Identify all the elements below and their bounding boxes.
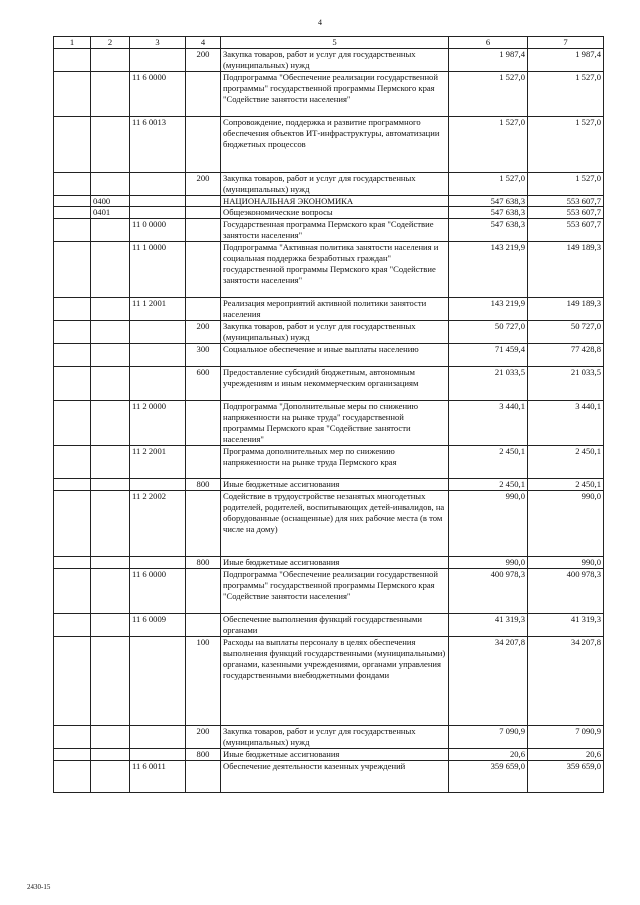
cell-expense-type: [186, 400, 221, 445]
cell-expense-type: 200: [186, 172, 221, 195]
cell-section-code: [91, 478, 130, 490]
cell-target-article: 11 6 0000: [130, 71, 186, 116]
cell-section-code: [91, 242, 130, 298]
table-body: [54, 48, 604, 792]
cell-col1: [54, 298, 91, 321]
cell-description: Подпрограмма "Дополнительные меры по снижению напряженности на рынке труда" государственной программы Пермского края "Содействие занятости населения": [221, 400, 449, 445]
cell-amount-col6: 400 978,3: [449, 568, 528, 613]
page-number: 4: [318, 18, 322, 27]
cell-section-code: [91, 400, 130, 445]
table-row: [54, 556, 604, 568]
cell-target-article: [130, 195, 186, 207]
table-row: [54, 366, 604, 400]
cell-target-article: 11 1 2001: [130, 298, 186, 321]
cell-amount-col7: 20,6: [528, 748, 604, 760]
table-row: [54, 242, 604, 298]
cell-description: Закупка товаров, работ и услуг для государственных (муниципальных) нужд: [221, 725, 449, 748]
cell-amount-col7: 34 207,8: [528, 636, 604, 725]
cell-expense-type: 800: [186, 748, 221, 760]
cell-col1: [54, 207, 91, 219]
table-row: [54, 613, 604, 636]
cell-target-article: [130, 636, 186, 725]
cell-section-code: [91, 725, 130, 748]
table-row: [54, 445, 604, 478]
cell-col1: [54, 195, 91, 207]
column-header-4: 4: [186, 37, 221, 49]
table-row: [54, 636, 604, 725]
cell-description: Закупка товаров, работ и услуг для государственных (муниципальных) нужд: [221, 172, 449, 195]
cell-amount-col6: 71 459,4: [449, 343, 528, 366]
cell-expense-type: [186, 445, 221, 478]
table-row: [54, 725, 604, 748]
cell-section-code: 0401: [91, 207, 130, 219]
cell-amount-col7: 21 033,5: [528, 366, 604, 400]
cell-col1: [54, 366, 91, 400]
cell-amount-col6: 7 090,9: [449, 725, 528, 748]
cell-expense-type: [186, 219, 221, 242]
cell-amount-col6: 34 207,8: [449, 636, 528, 725]
cell-amount-col7: 1 527,0: [528, 71, 604, 116]
cell-target-article: [130, 343, 186, 366]
cell-section-code: [91, 613, 130, 636]
cell-expense-type: 100: [186, 636, 221, 725]
cell-col1: [54, 636, 91, 725]
table-row: [54, 400, 604, 445]
cell-description: Программа дополнительных мер по снижению напряженности на рынке труда Пермского края: [221, 445, 449, 478]
cell-col1: [54, 71, 91, 116]
cell-expense-type: 800: [186, 556, 221, 568]
cell-target-article: [130, 321, 186, 344]
cell-section-code: [91, 748, 130, 760]
cell-col1: [54, 760, 91, 792]
cell-expense-type: [186, 116, 221, 172]
cell-description: Подпрограмма "Активная политика занятости населения и социальная поддержка безработных граждан" государственной программы Пермского края "Содействие занятости населения": [221, 242, 449, 298]
cell-target-article: [130, 172, 186, 195]
cell-col1: [54, 48, 91, 71]
cell-amount-col6: 547 638,3: [449, 195, 528, 207]
cell-section-code: [91, 71, 130, 116]
cell-amount-col7: 553 607,7: [528, 219, 604, 242]
cell-expense-type: [186, 490, 221, 556]
cell-target-article: [130, 725, 186, 748]
cell-description: Закупка товаров, работ и услуг для государственных (муниципальных) нужд: [221, 48, 449, 71]
cell-description: Иные бюджетные ассигнования: [221, 748, 449, 760]
cell-amount-col7: 7 090,9: [528, 725, 604, 748]
cell-description: Расходы на выплаты персоналу в целях обеспечения выполнения функций государственными (муниципальными) органами, казенными учреждениями, органами управления государственными внебюджетными фондами: [221, 636, 449, 725]
cell-expense-type: 800: [186, 478, 221, 490]
cell-section-code: [91, 172, 130, 195]
cell-description: Социальное обеспечение и иные выплаты населению: [221, 343, 449, 366]
cell-col1: [54, 748, 91, 760]
cell-col1: [54, 478, 91, 490]
cell-amount-col6: 21 033,5: [449, 366, 528, 400]
table-row: [54, 748, 604, 760]
cell-description: Подпрограмма "Обеспечение реализации государственной программы" государственной программы Пермского края "Содействие занятости населения": [221, 568, 449, 613]
cell-target-article: 11 2 0000: [130, 400, 186, 445]
cell-amount-col7: 77 428,8: [528, 343, 604, 366]
cell-amount-col6: 2 450,1: [449, 445, 528, 478]
cell-section-code: [91, 445, 130, 478]
cell-description: Предоставление субсидий бюджетным, автономным учреждениям и иным некоммерческим организациям: [221, 366, 449, 400]
cell-description: Иные бюджетные ассигнования: [221, 556, 449, 568]
cell-col1: [54, 725, 91, 748]
cell-col1: [54, 219, 91, 242]
cell-target-article: 11 0 0000: [130, 219, 186, 242]
cell-description: НАЦИОНАЛЬНАЯ ЭКОНОМИКА: [221, 195, 449, 207]
cell-col1: [54, 490, 91, 556]
cell-amount-col6: 359 659,0: [449, 760, 528, 792]
cell-target-article: 11 2 2002: [130, 490, 186, 556]
cell-expense-type: [186, 613, 221, 636]
cell-expense-type: 200: [186, 321, 221, 344]
table-row: [54, 195, 604, 207]
cell-expense-type: [186, 207, 221, 219]
cell-section-code: [91, 48, 130, 71]
cell-amount-col6: 3 440,1: [449, 400, 528, 445]
cell-description: Подпрограмма "Обеспечение реализации государственной программы" государственной программы Пермского края "Содействие занятости населения": [221, 71, 449, 116]
cell-section-code: [91, 219, 130, 242]
cell-amount-col6: 2 450,1: [449, 478, 528, 490]
cell-amount-col7: 553 607,7: [528, 207, 604, 219]
cell-expense-type: [186, 71, 221, 116]
cell-amount-col7: 400 978,3: [528, 568, 604, 613]
table-row: [54, 760, 604, 792]
cell-description: Сопровождение, поддержка и развитие программного обеспечения объектов ИТ-инфраструктуры, автоматизации бюджетных процессов: [221, 116, 449, 172]
cell-amount-col6: 143 219,9: [449, 242, 528, 298]
cell-amount-col7: 990,0: [528, 556, 604, 568]
cell-amount-col6: 50 727,0: [449, 321, 528, 344]
cell-section-code: [91, 760, 130, 792]
cell-target-article: [130, 366, 186, 400]
cell-expense-type: [186, 195, 221, 207]
table-row: [54, 48, 604, 71]
cell-section-code: [91, 298, 130, 321]
column-header-2: 2: [91, 37, 130, 49]
cell-section-code: [91, 321, 130, 344]
cell-description: Реализация мероприятий активной политики занятости населения: [221, 298, 449, 321]
cell-amount-col6: 1 527,0: [449, 116, 528, 172]
cell-target-article: [130, 748, 186, 760]
cell-expense-type: [186, 298, 221, 321]
cell-expense-type: 600: [186, 366, 221, 400]
cell-col1: [54, 556, 91, 568]
table-row: [54, 71, 604, 116]
cell-amount-col7: 149 189,3: [528, 242, 604, 298]
cell-amount-col7: 1 527,0: [528, 172, 604, 195]
cell-section-code: [91, 366, 130, 400]
cell-target-article: 11 1 0000: [130, 242, 186, 298]
cell-expense-type: 200: [186, 725, 221, 748]
table-row: [54, 568, 604, 613]
cell-target-article: [130, 556, 186, 568]
cell-amount-col6: 20,6: [449, 748, 528, 760]
cell-description: Государственная программа Пермского края "Содействие занятости населения": [221, 219, 449, 242]
cell-target-article: 11 6 0011: [130, 760, 186, 792]
cell-col1: [54, 568, 91, 613]
column-header-6: 6: [449, 37, 528, 49]
cell-amount-col6: 990,0: [449, 490, 528, 556]
cell-col1: [54, 445, 91, 478]
cell-section-code: [91, 116, 130, 172]
cell-expense-type: 300: [186, 343, 221, 366]
header-row: [54, 37, 604, 49]
cell-description: Закупка товаров, работ и услуг для государственных (муниципальных) нужд: [221, 321, 449, 344]
table-row: [54, 478, 604, 490]
cell-expense-type: [186, 242, 221, 298]
cell-amount-col7: 149 189,3: [528, 298, 604, 321]
table-row: [54, 172, 604, 195]
cell-amount-col6: 1 527,0: [449, 172, 528, 195]
cell-section-code: [91, 490, 130, 556]
table-row: [54, 490, 604, 556]
cell-amount-col7: 990,0: [528, 490, 604, 556]
cell-amount-col6: 990,0: [449, 556, 528, 568]
cell-amount-col7: 41 319,3: [528, 613, 604, 636]
cell-amount-col6: 547 638,3: [449, 219, 528, 242]
cell-description: Содействие в трудоустройстве незанятых многодетных родителей, родителей, воспитывающих детей-инвалидов, на оборудованные (оснащенные) для них рабочие места (в том числе на дому): [221, 490, 449, 556]
cell-description: Обеспечение выполнения функций государственными органами: [221, 613, 449, 636]
budget-table: [53, 36, 604, 793]
cell-col1: [54, 116, 91, 172]
cell-expense-type: [186, 568, 221, 613]
table-row: [54, 298, 604, 321]
cell-amount-col7: 1 987,4: [528, 48, 604, 71]
cell-col1: [54, 613, 91, 636]
cell-amount-col6: 1 987,4: [449, 48, 528, 71]
cell-section-code: [91, 343, 130, 366]
cell-description: Общеэкономические вопросы: [221, 207, 449, 219]
cell-amount-col6: 1 527,0: [449, 71, 528, 116]
column-header-7: 7: [528, 37, 604, 49]
cell-amount-col6: 41 319,3: [449, 613, 528, 636]
table-row: [54, 207, 604, 219]
table-row: [54, 116, 604, 172]
cell-amount-col7: 3 440,1: [528, 400, 604, 445]
cell-expense-type: 200: [186, 48, 221, 71]
cell-section-code: [91, 568, 130, 613]
table-row: [54, 219, 604, 242]
cell-amount-col6: 143 219,9: [449, 298, 528, 321]
cell-target-article: 11 2 2001: [130, 445, 186, 478]
cell-description: Иные бюджетные ассигнования: [221, 478, 449, 490]
column-header-3: 3: [130, 37, 186, 49]
cell-target-article: [130, 478, 186, 490]
cell-target-article: 11 6 0000: [130, 568, 186, 613]
cell-section-code: [91, 556, 130, 568]
cell-amount-col7: 553 607,7: [528, 195, 604, 207]
column-header-5: 5: [221, 37, 449, 49]
table-row: [54, 343, 604, 366]
cell-amount-col7: 50 727,0: [528, 321, 604, 344]
cell-section-code: [91, 636, 130, 725]
cell-target-article: 11 6 0009: [130, 613, 186, 636]
column-header-1: 1: [54, 37, 91, 49]
table-row: [54, 321, 604, 344]
footer-code: 2430-15: [27, 883, 51, 891]
cell-amount-col6: 547 638,3: [449, 207, 528, 219]
cell-col1: [54, 400, 91, 445]
cell-target-article: 11 6 0013: [130, 116, 186, 172]
cell-col1: [54, 242, 91, 298]
cell-amount-col7: 2 450,1: [528, 445, 604, 478]
cell-section-code: 0400: [91, 195, 130, 207]
cell-description: Обеспечение деятельности казенных учреждений: [221, 760, 449, 792]
cell-target-article: [130, 207, 186, 219]
cell-col1: [54, 343, 91, 366]
cell-col1: [54, 321, 91, 344]
cell-amount-col7: 359 659,0: [528, 760, 604, 792]
cell-col1: [54, 172, 91, 195]
cell-amount-col7: 2 450,1: [528, 478, 604, 490]
cell-target-article: [130, 48, 186, 71]
cell-expense-type: [186, 760, 221, 792]
cell-amount-col7: 1 527,0: [528, 116, 604, 172]
